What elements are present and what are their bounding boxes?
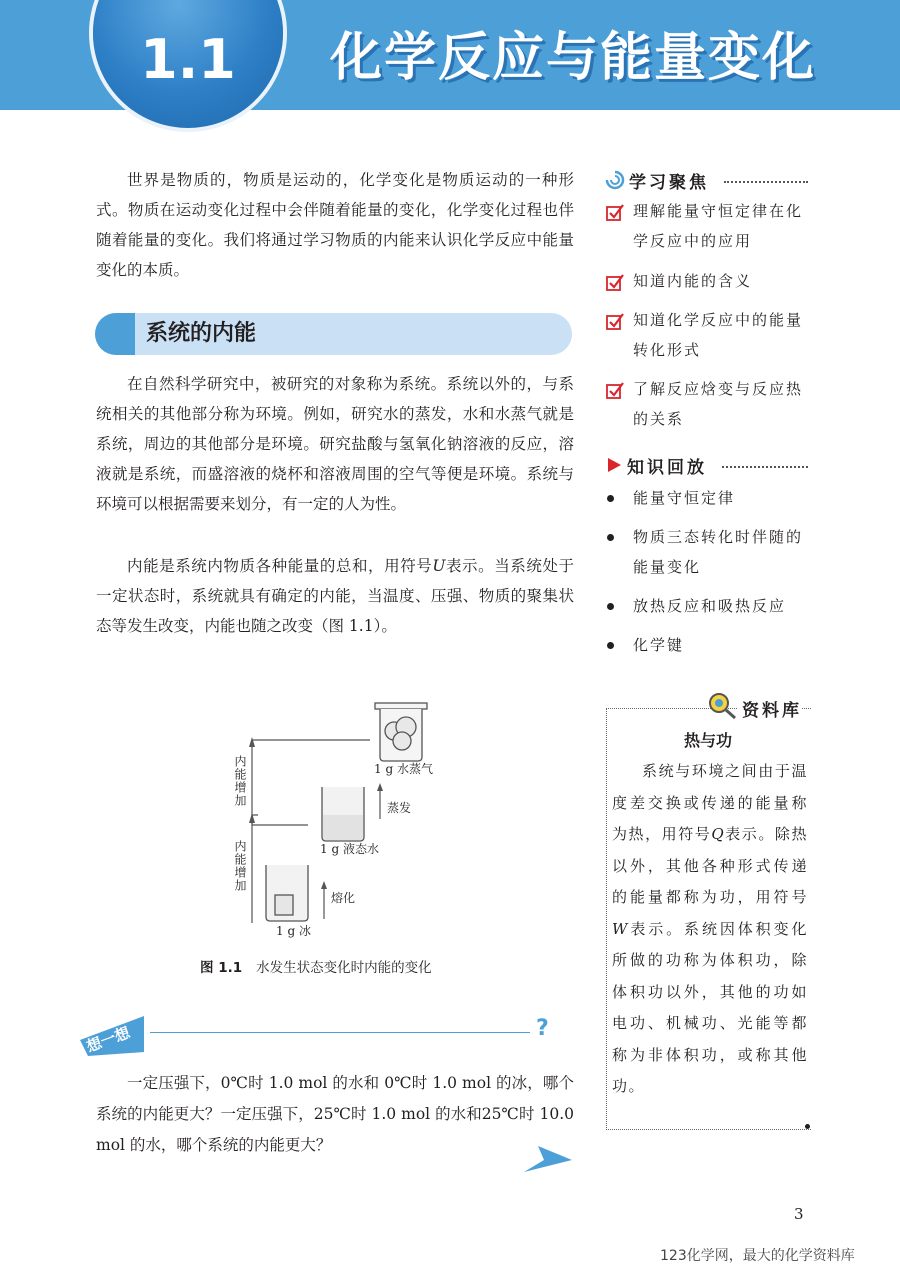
review-dots: [722, 466, 808, 468]
focus-item: 知道化学反应中的能量转化形式: [605, 305, 815, 365]
label-melt: 熔化: [331, 891, 356, 905]
focus-title: 学习聚焦: [629, 173, 709, 193]
checkbox-icon: [605, 380, 625, 400]
review-item: 能量守恒定律: [605, 483, 815, 513]
bullet-icon: [607, 603, 614, 610]
svg-text:想一想: 想一想: [84, 1023, 133, 1056]
focus-item: 了解反应焓变与反应热的关系: [605, 374, 815, 434]
footer-watermark: 123化学网，最大的化学资料库: [660, 1248, 855, 1264]
review-title: 知识回放: [627, 458, 707, 478]
library-subtitle: 热与功: [683, 731, 732, 750]
question-mark-icon: ?: [536, 1016, 549, 1041]
bullet-icon: [607, 642, 614, 649]
section-paragraph-1: 在自然科学研究中，被研究的对象称为系统。系统以外的，与系统相关的其他部分称为环境。例如，研究水的蒸发，水和水蒸气就是系统，周边的其他部分是环境。研究盐酸与氢氧化钠溶液的反应，溶液就是系统，而盛溶液的烧杯和溶液周围的空气等便是环境。系统与环境可以根据需要来划分，有一定的人为性。: [96, 375, 574, 513]
magnifier-icon: [706, 690, 738, 720]
section-heading-accent: [95, 313, 135, 355]
think-arrow-icon: [524, 1146, 574, 1176]
library-text: 系统与环境之间由于温度差交换或传递的能量称为热，用符号Q表示。除热以外，其他各种形式传递的能量都称为功，用符号W表示。系统因体积变化所做的功称为体积功，除体积功以外，其他的功如电功、机械功、光能等都称为非体积功，或称其他功。: [612, 762, 808, 1095]
label-ice: 1 g 冰: [276, 924, 311, 938]
bullet-icon: [607, 495, 614, 502]
checkbox-icon: [605, 311, 625, 331]
figure-caption: 图 1.1 水发生状态变化时内能的变化: [200, 960, 432, 976]
section-heading: 系统的内能: [146, 321, 257, 346]
label-increase-2: 内能增加: [233, 840, 247, 892]
label-liquid: 1 g 液态水: [320, 842, 379, 856]
review-item: 放热反应和吸热反应: [605, 591, 815, 621]
bullet-icon: [607, 534, 614, 541]
focus-item: 知道内能的含义: [605, 266, 815, 296]
figure-water-states: [180, 695, 510, 945]
section-paragraph-2: 内能是系统内物质各种能量的总和，用符号U表示。当系统处于一定状态时，系统就具有确定的内能，当温度、压强、物质的聚集状态等发生改变，内能也随之改变（图 1.1）。: [96, 557, 574, 635]
focus-dots: [724, 181, 808, 183]
beaker-ice: [266, 865, 308, 921]
label-evap: 蒸发: [387, 801, 412, 815]
page-title: 化学反应与能量变化: [330, 28, 817, 88]
review-item: 化学键: [605, 630, 815, 660]
checkbox-icon: [605, 202, 625, 222]
focus-item: 理解能量守恒定律在化学反应中的应用: [605, 196, 815, 256]
label-vapor: 1 g 水蒸气: [374, 762, 433, 776]
section-number: 1.1: [140, 28, 236, 91]
intro-paragraph: 世界是物质的，物质是运动的，化学变化是物质运动的一种形式。物质在运动变化过程中会伴随着能量的变化，化学变化过程也伴随着能量的变化。我们将通过学习物质的内能来认识化学反应中能量变化的本质。: [96, 171, 574, 279]
review-item: 物质三态转化时伴随的能量变化: [605, 522, 815, 582]
symbol-u: U: [432, 557, 446, 575]
think-line: [150, 1032, 530, 1033]
page-number: 3: [794, 1205, 804, 1223]
play-icon: [606, 457, 622, 473]
box-corner-dot: [805, 1124, 810, 1129]
beaker-liquid: [322, 787, 364, 841]
think-question: 一定压强下，0℃时 1.0 mol 的水和 0℃时 1.0 mol 的冰，哪个系统的内能更大？一定压强下，25℃时 1.0 mol 的水和25℃时 10.0 mol 的水，哪个系统的内能更大？: [96, 1074, 574, 1154]
beaker-vapor: [375, 703, 427, 761]
library-title: 资料库: [738, 696, 802, 721]
think-badge: [80, 1012, 152, 1056]
focus-icon: [605, 170, 625, 190]
label-increase-1: 内能增加: [233, 755, 247, 807]
checkbox-icon: [605, 272, 625, 292]
